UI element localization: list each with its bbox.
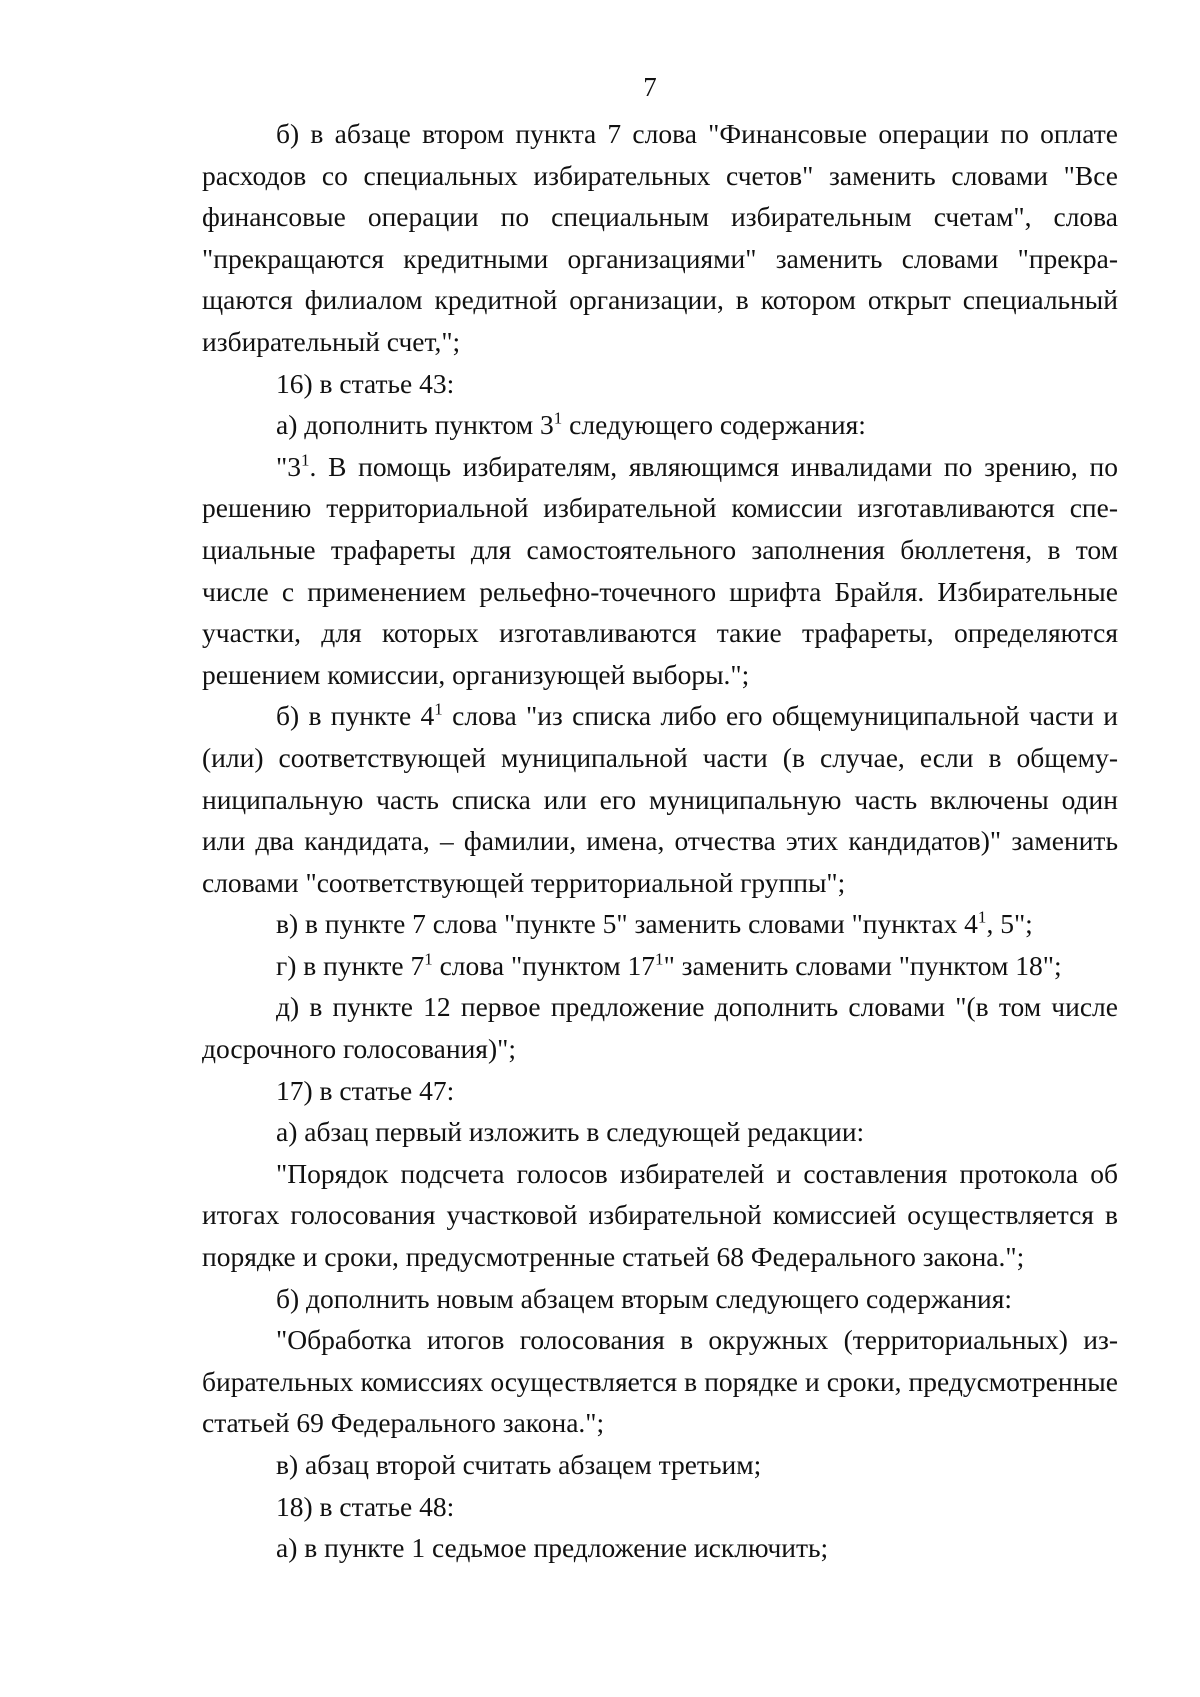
paragraph-text: , 5";	[986, 908, 1033, 940]
paragraph-b-v-punkte-4-1	[202, 695, 1118, 903]
paragraph-text: в) в пункте 7 слова "пункте 5" заменить словами "пунктах 4	[276, 908, 978, 940]
paragraph-a-abzac-pervyi: а) абзац первый изложить в следующей редакции:	[276, 1116, 865, 1148]
paragraph-b-dopolnit-abzacem: б) дополнить новым абзацем вторым следующего содержания:	[276, 1282, 1013, 1314]
paragraph-text: " заменить словами "пунктом 18";	[663, 949, 1062, 981]
paragraph-d-v-punkte-12: д) в пункте 12 первое предложение дополнить словами "(в том числе досрочного голосования)";	[202, 991, 1118, 1065]
paragraph-text: а) дополнить пунктом 3	[276, 409, 554, 441]
paragraph-text: . В помощь избирателям, являющимся инвалидами по зрению, по решению территориальной избирательной комиссии изготавливаются специальные трафареты для самостоятельного заполнения бюллетеня, в том числе с применением рельефно-точечного шрифта Брайля. Избирательные участки, для которых изготавливаются такие трафареты, определяются решением комиссии, организующей выборы.";	[202, 450, 1118, 690]
paragraph-a-v-punkte-1: а) в пункте 1 седьмое предложение исключить;	[276, 1532, 829, 1564]
paragraph-18-statya-48: 18) в статье 48:	[276, 1490, 455, 1522]
document-body	[202, 113, 1118, 1569]
paragraph-b-abzac-vtorom: б) в абзаце втором пункта 7 слова "Финансовые операции по оплате расходов со специальных избирательных счетов" заменить словами "Все финансовые операции по специальным избирательным счетам", слова "прекращаются кредитными организациями" заменить словами "прекращаются филиалом кредитной организации, в котором открыт специальный избирательный счет,";	[202, 118, 1118, 357]
paragraph-text: слова "из списка либо его общемуниципальной части и (или) соответствующей муниципальной части (в случае, если в общемуниципальную часть списка или его муниципальную часть включены один или два кандидата, – фамилии, имена, отчества этих кандидатов)" заменить словами "соответствующей территориальной группы";	[202, 700, 1118, 898]
paragraph-text: слова "пунктом 17	[432, 949, 656, 981]
paragraph-a-dopolnit-punktom	[202, 404, 1118, 446]
page-number: 7	[643, 72, 657, 102]
paragraph-v-abzac-vtoroi: в) абзац второй считать абзацем третьим;	[276, 1449, 762, 1480]
superscript: 1	[434, 699, 443, 719]
paragraph-quote-3-1	[202, 446, 1118, 696]
superscript: 1	[300, 450, 310, 470]
paragraph-text: следующего содержания:	[562, 409, 866, 441]
paragraph-16-statya-43: 16) в статье 43:	[276, 367, 455, 399]
superscript: 1	[655, 949, 664, 969]
superscript: 1	[424, 949, 433, 969]
paragraph-text: г) в пункте 7	[276, 949, 425, 981]
paragraph-17-statya-47: 17) в статье 47:	[276, 1074, 455, 1106]
paragraph-quote-obrabotka-itogov: "Обработка итогов голосования в окружных (территориальных) избирательных комиссиях осуществляется в порядке и сроки, предусмотренные статьей 69 Федерального закона.";	[202, 1324, 1118, 1439]
superscript: 1	[977, 907, 987, 927]
paragraph-v-v-punkte-7	[202, 903, 1118, 945]
paragraph-g-v-punkte-7-1	[202, 945, 1118, 987]
paragraph-text: б) в пункте 4	[276, 700, 435, 732]
paragraph-text: "3	[276, 450, 301, 482]
paragraph-quote-poryadok-podscheta: "Порядок подсчета голосов избирателей и составления протокола об итогах голосования участковой избирательной комиссией осуществляется в порядке и сроки, предусмотренные статьей 68 Федерального закона.";	[202, 1157, 1118, 1273]
superscript: 1	[553, 408, 563, 428]
